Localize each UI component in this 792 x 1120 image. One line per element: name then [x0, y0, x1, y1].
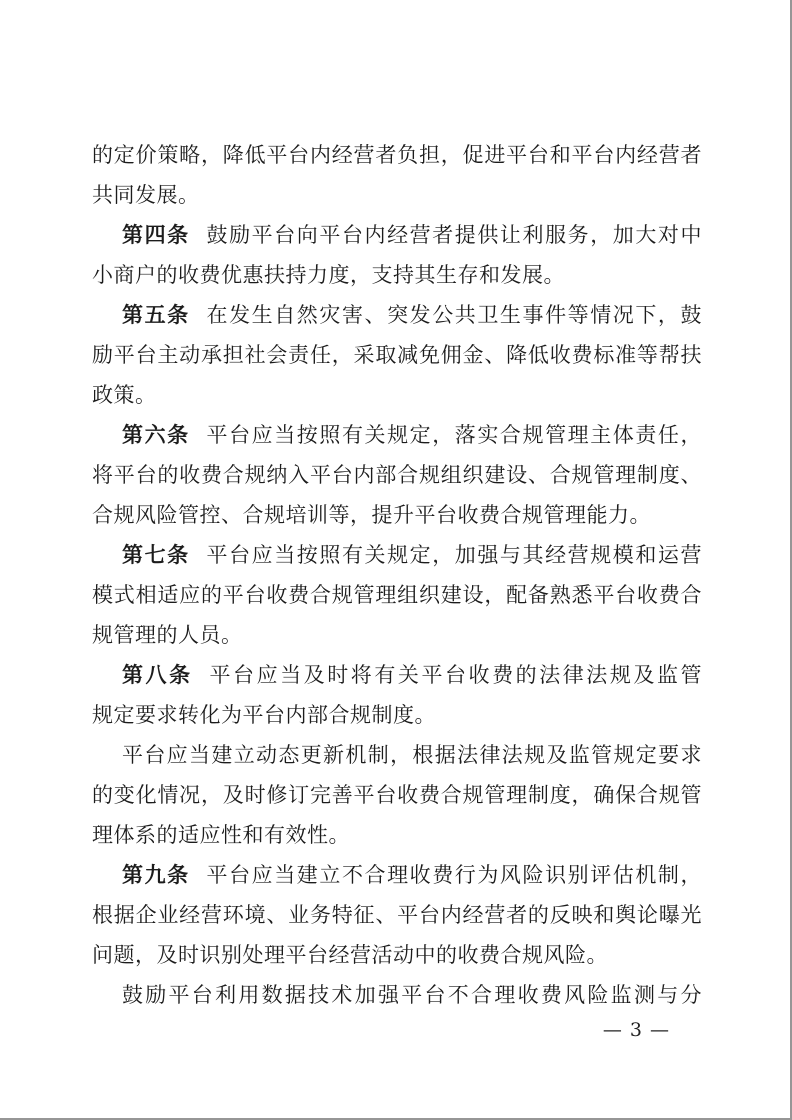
text-line [92, 615, 702, 655]
line-text: 平台应当建立不合理收费行为风险识别评估机制， [206, 863, 703, 887]
text-line [92, 975, 702, 1015]
text-line [92, 375, 702, 415]
line-text: 规管理的人员。 [92, 623, 243, 647]
line-text: 政策。 [92, 383, 157, 407]
text-line [92, 295, 702, 335]
text-line [92, 135, 702, 175]
line-text: 问题，及时识别处理平台经营活动中的收费合规风险。 [92, 943, 608, 967]
text-line [92, 175, 702, 215]
page-number: — 3 — [602, 1019, 670, 1041]
line-text: 励平台主动承担社会责任，采取减免佣金、降低收费标准等帮扶 [92, 343, 702, 367]
line-text: 在发生自然灾害、突发公共卫生事件等情况下，鼓 [206, 303, 703, 327]
line-text: 平台应当按照有关规定，加强与其经营规模和运营 [206, 543, 703, 567]
article-number-label: 第四条 [122, 223, 190, 247]
text-line [92, 935, 702, 975]
text-line [92, 855, 702, 895]
line-text: 共同发展。 [92, 183, 200, 207]
text-line [92, 535, 702, 575]
text-line [92, 895, 702, 935]
article-number-label: 第七条 [122, 543, 190, 567]
article-number-label: 第九条 [122, 863, 190, 887]
line-text: 小商户的收费优惠扶持力度，支持其生存和发展。 [92, 263, 565, 287]
text-line [92, 775, 702, 815]
line-text: 平台应当按照有关规定，落实合规管理主体责任， [206, 423, 703, 447]
line-text: 根据企业经营环境、业务特征、平台内经营者的反映和舆论曝光 [92, 903, 702, 927]
line-text: 平台应当建立动态更新机制，根据法律法规及监管规定要求 [122, 743, 702, 767]
line-text: 鼓励平台利用数据技术加强平台不合理收费风险监测与分 [122, 983, 702, 1007]
text-line [92, 215, 702, 255]
document-body [92, 135, 702, 1015]
line-text: 平台应当及时将有关平台收费的法律法规及监管 [209, 663, 703, 687]
text-line [92, 655, 702, 695]
line-text: 合规风险管控、合规培训等，提升平台收费合规管理能力。 [92, 503, 651, 527]
text-line [92, 735, 702, 775]
text-line [92, 255, 702, 295]
text-line [92, 695, 702, 735]
line-text: 模式相适应的平台收费合规管理组织建设，配备熟悉平台收费合 [92, 583, 702, 607]
line-text: 的变化情况，及时修订完善平台收费合规管理制度，确保合规管 [92, 783, 702, 807]
line-text: 理体系的适应性和有效性。 [92, 823, 350, 847]
text-line [92, 815, 702, 855]
article-number-label: 第六条 [122, 423, 190, 447]
text-line [92, 495, 702, 535]
text-line [92, 455, 702, 495]
line-text: 规定要求转化为平台内部合规制度。 [92, 703, 436, 727]
text-line [92, 335, 702, 375]
text-line [92, 415, 702, 455]
line-text: 鼓励平台向平台内经营者提供让利服务，加大对中 [206, 223, 703, 247]
text-line [92, 575, 702, 615]
line-text: 的定价策略，降低平台内经营者负担，促进平台和平台内经营者 [92, 143, 702, 167]
line-text: 将平台的收费合规纳入平台内部合规组织建设、合规管理制度、 [92, 463, 702, 487]
article-number-label: 第八条 [122, 663, 193, 687]
article-number-label: 第五条 [122, 303, 190, 327]
